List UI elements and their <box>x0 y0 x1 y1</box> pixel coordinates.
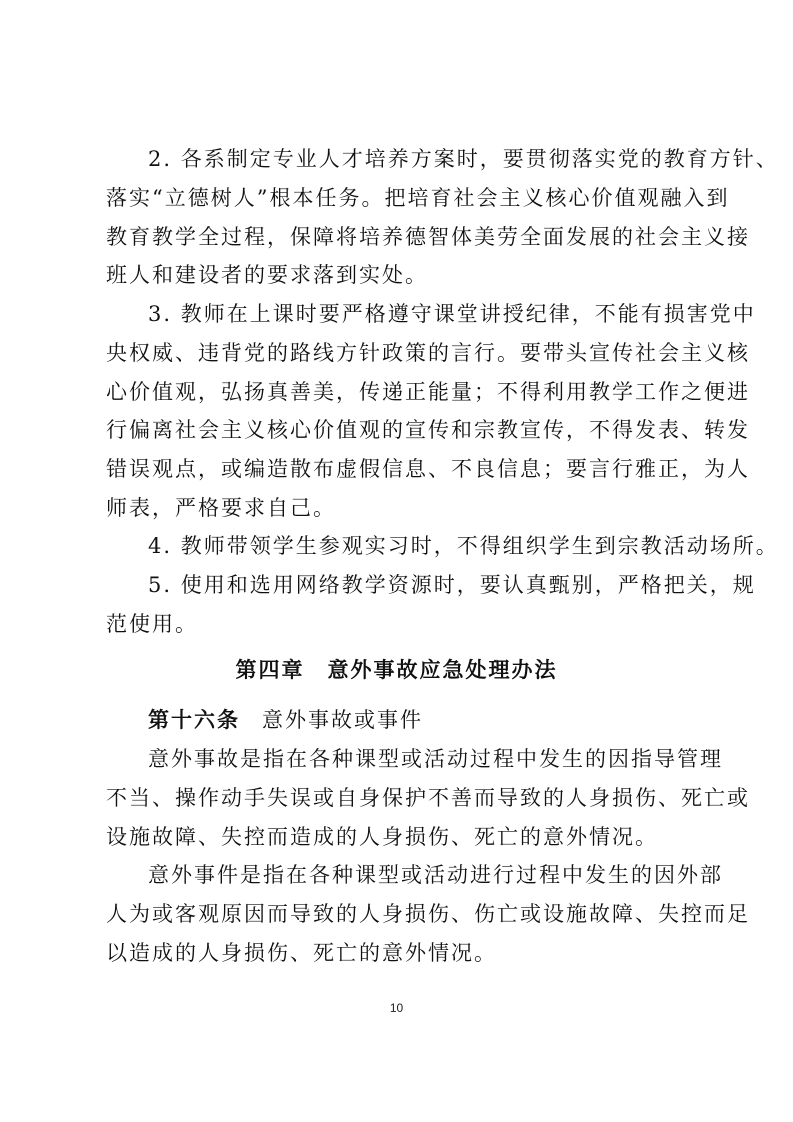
paragraph-4-line-1: 4. 教师带领学生参观实习时，不得组织学生到宗教活动场所。 <box>148 534 779 558</box>
paragraph-2-line-4: 班人和建设者的要求落到实处。 <box>106 263 428 287</box>
paragraph-3-line-6: 师表，严格要求自己。 <box>106 496 336 520</box>
paragraph-5-line-1: 5. 使用和选用网络教学资源时，要认真甄别，严格把关，规 <box>148 573 756 597</box>
article-16 <box>148 707 423 733</box>
paragraph-3-line-3: 心价值观，弘扬真善美，传递正能量；不得利用教学工作之便进 <box>106 380 750 404</box>
article-subject: 意外事故或事件 <box>262 708 423 732</box>
paragraph-3-line-4: 行偏离社会主义核心价值观的宣传和宗教宣传，不得发表、转发 <box>106 418 750 442</box>
incident-definition-line-2: 人为或客观原因而导致的人身损伤、伤亡或设施故障、失控而足 <box>106 902 750 926</box>
page-number: 10 <box>389 1001 404 1015</box>
incident-definition-line-1: 意外事件是指在各种课型或活动进行过程中发生的因外部 <box>148 863 723 887</box>
article-title: 第十六条 <box>148 707 240 732</box>
paragraph-3-line-2: 央权威、违背党的路线方针政策的言行。要带头宣传社会主义核 <box>106 341 750 365</box>
paragraph-2-line-3: 教育教学全过程，保障将培养德智体美劳全面发展的社会主义接 <box>106 225 750 249</box>
paragraph-2-line-1: 2. 各系制定专业人才培养方案时，要贯彻落实党的教育方针、 <box>148 147 779 171</box>
paragraph-3-line-1: 3. 教师在上课时要严格遵守课堂讲授纪律，不能有损害党中 <box>148 302 756 326</box>
chapter-heading: 第四章 意外事故应急处理办法 <box>235 657 558 682</box>
paragraph-5-line-2: 范使用。 <box>106 612 198 636</box>
paragraph-2-line-2: 落实“立德树人”根本任务。把培育社会主义核心价值观融入到 <box>106 186 730 210</box>
paragraph-3-line-5: 错误观点，或编造散布虚假信息、不良信息；要言行雅正，为人 <box>106 457 750 481</box>
incident-definition-line-3: 以造成的人身损伤、死亡的意外情况。 <box>106 941 497 965</box>
accident-definition-line-3: 设施故障、失控而造成的人身损伤、死亡的意外情况。 <box>106 825 658 849</box>
accident-definition-line-1: 意外事故是指在各种课型或活动过程中发生的因指导管理 <box>148 747 723 771</box>
accident-definition-line-2: 不当、操作动手失误或自身保护不善而导致的人身损伤、死亡或 <box>106 786 750 810</box>
